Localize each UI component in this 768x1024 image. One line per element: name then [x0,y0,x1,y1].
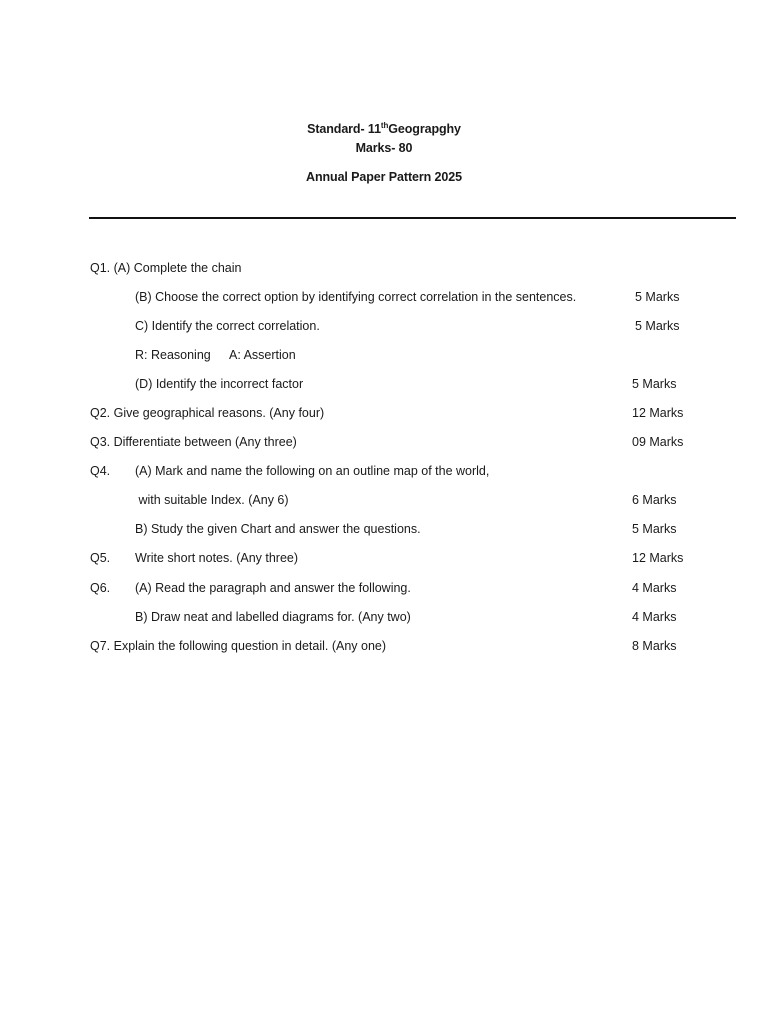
question-label: Q4. [90,464,111,478]
question-row [0,520,768,538]
question-marks: 09 Marks [632,435,684,449]
question-text: R: Reasoning [135,348,211,362]
header-divider [89,217,736,219]
question-text: Write short notes. (Any three) [135,551,299,565]
question-row [0,433,768,451]
question-row [0,608,768,626]
question-text: B) Draw neat and labelled diagrams for. (Any two) [135,610,411,624]
question-row [0,375,768,393]
question-text: B) Study the given Chart and answer the questions. [135,522,421,536]
question-marks: 12 Marks [632,551,684,565]
question-row [0,259,768,277]
total-marks: Marks- 80 [355,141,413,155]
question-marks: 5 Marks [632,377,677,391]
question-marks: 4 Marks [632,581,677,595]
question-row [0,579,768,597]
question-text: (B) Choose the correct option by identifying correct correlation in the sentences. [135,290,577,304]
question-row [0,637,768,655]
question-row [0,404,768,422]
question-label: Q5. [90,551,111,565]
question-text: C) Identify the correct correlation. [135,319,320,333]
question-text: (D) Identify the incorrect factor [135,377,304,391]
question-marks: 5 Marks [635,319,680,333]
question-row [0,346,768,364]
question-marks: 6 Marks [632,493,677,507]
question-text: (A) Read the paragraph and answer the following. [135,581,411,595]
question-row [0,491,768,509]
question-row [0,462,768,480]
question-marks: 12 Marks [632,406,684,420]
question-marks: 4 Marks [632,610,677,624]
subject-text: Geograpghy [388,122,461,136]
question-marks: 5 Marks [632,522,677,536]
question-label: Q3. Differentiate between (Any three) [90,435,297,449]
question-marks: 8 Marks [632,639,677,653]
question-label: Q7. Explain the following question in detail. (Any one) [90,639,387,653]
question-marks: 5 Marks [635,290,680,304]
question-text: (A) Mark and name the following on an outline map of the world, [135,464,490,478]
question-label: Q6. [90,581,111,595]
question-text: with suitable Index. (Any 6) [135,493,289,507]
standard-superscript: th [380,120,389,130]
paper-pattern-title: Annual Paper Pattern 2025 [306,170,462,184]
question-row [0,549,768,567]
standard-text: Standard- 11 [307,122,381,136]
question-text-secondary: A: Assertion [229,348,296,362]
question-label: Q2. Give geographical reasons. (Any four) [90,406,325,420]
standard-subject-line [0,122,768,136]
question-label: Q1. (A) Complete the chain [90,261,242,275]
question-row [0,317,768,335]
question-row [0,288,768,306]
